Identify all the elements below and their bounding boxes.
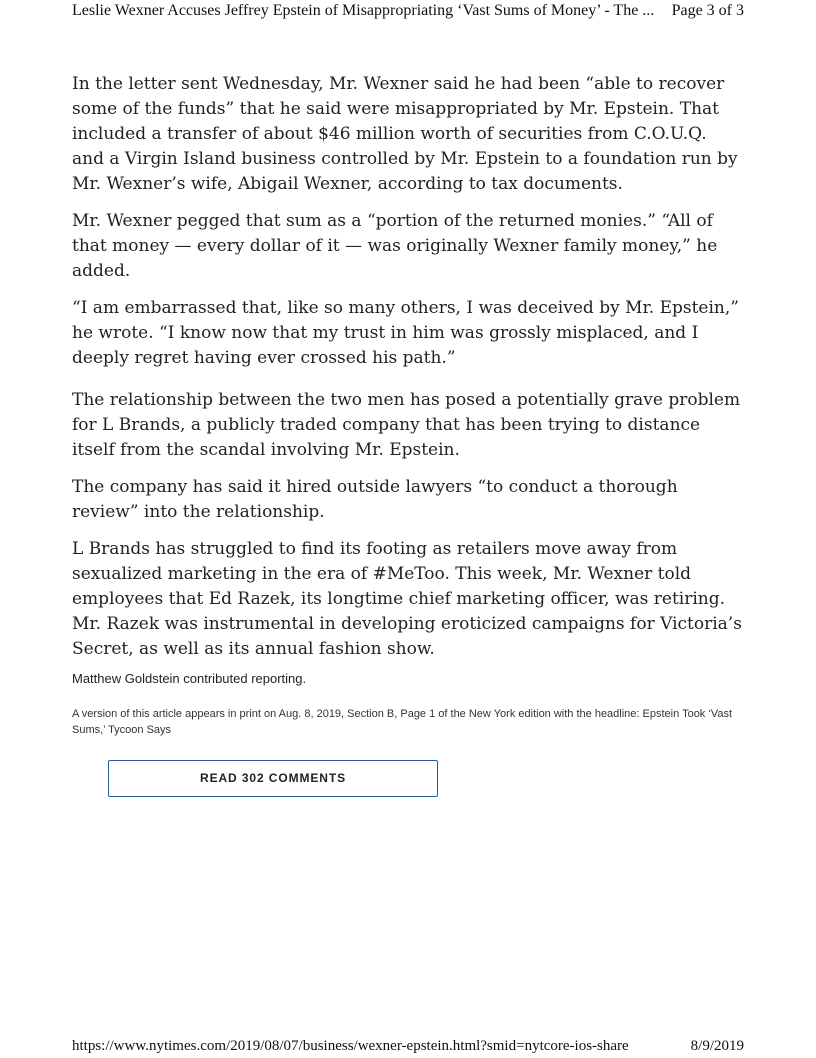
page-url: https://www.nytimes.com/2019/08/07/business/wexner-epstein.html?smid=nytcore-ios-share	[72, 1038, 629, 1054]
article-paragraph: L Brands has struggled to find its footing as retailers move away from sexualized marketing in the era of #MeToo. This week, Mr. Wexner told employees that Ed Razek, its longtime chief marketing officer, was retiring. Mr. Razek was instrumental in developing eroticized campaigns for Victoria’s Secret, as well as its annual fashion show.	[72, 539, 742, 659]
article-body	[72, 72, 744, 674]
contributor-credit: Matthew Goldstein contributed reporting.	[72, 671, 307, 686]
article-paragraph: The company has said it hired outside lawyers “to conduct a thorough review” into the relationship.	[72, 477, 678, 522]
print-header-title: Leslie Wexner Accuses Jeffrey Epstein of Misappropriating ‘Vast Sums of Money’ - The ...	[72, 2, 655, 19]
article-paragraph: Mr. Wexner pegged that sum as a “portion of the returned monies.” “All of that money — every dollar of it — was originally Wexner family money,” he added.	[72, 211, 718, 281]
article-paragraph: In the letter sent Wednesday, Mr. Wexner said he had been “able to recover some of the funds” that he said were misappropriated by Mr. Epstein. That included a transfer of about $46 million worth of securities from C.O.U.Q. and a Virgin Island business controlled by Mr. Epstein to a foundation run by Mr. Wexner’s wife, Abigail Wexner, according to tax documents.	[72, 74, 738, 194]
print-header	[72, 2, 744, 24]
article-paragraph: The relationship between the two men has posed a potentially grave problem for L Brands, a publicly traded company that has been trying to distance itself from the scandal involving Mr. Epstein.	[72, 390, 741, 460]
page-number: Page 3 of 3	[671, 2, 744, 19]
print-footer	[72, 1038, 744, 1058]
print-date: 8/9/2019	[690, 1038, 744, 1054]
article-paragraph: “I am embarrassed that, like so many others, I was deceived by Mr. Epstein,” he wrote. “I know now that my trust in him was grossly misplaced, and I deeply regret having ever crossed his path.”	[72, 298, 739, 368]
read-comments-button[interactable]: READ 302 COMMENTS	[108, 760, 438, 797]
print-edition-note: A version of this article appears in print on Aug. 8, 2019, Section B, Page 1 of the New York edition with the headline: Epstein Took ‘Vast Sums,’ Tycoon Says	[72, 708, 733, 736]
